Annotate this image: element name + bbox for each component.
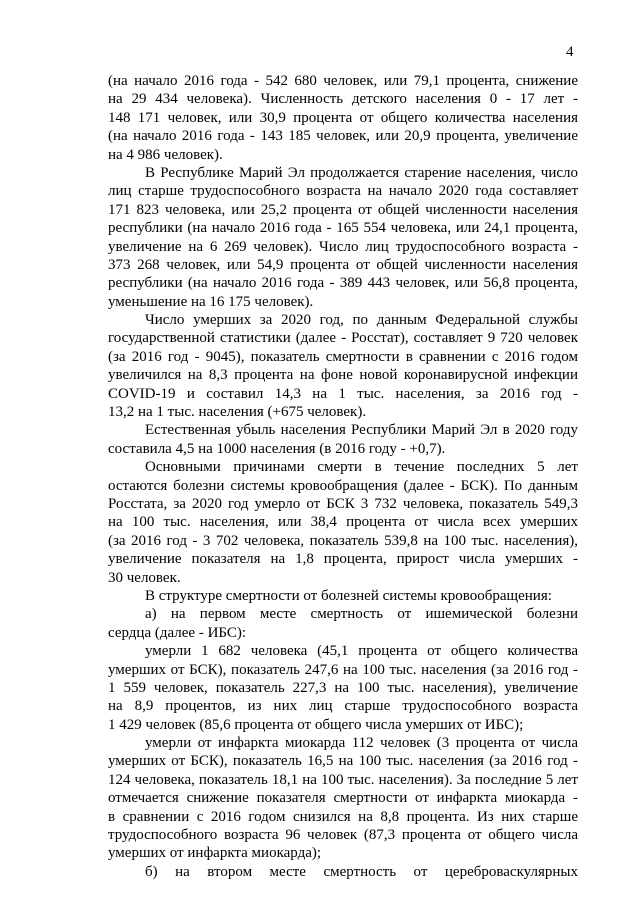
text-line: сердца (далее - ИБС): — [108, 624, 247, 641]
text-line: (за 2016 год - 3 702 человека, показатель 539,8 на 100 тыс. населения), — [108, 532, 578, 549]
text-line: (на начало 2016 года - 143 185 человек, или 20,9 процента, увеличение — [108, 128, 578, 145]
text-line: составила 4,5 на 1000 населения (в 2016 году - +0,7). — [108, 440, 446, 457]
text-line: 373 268 человек, или 54,9 процента от общей численности населения — [108, 256, 578, 273]
text-line: Росстата, за 2020 год умерло от БСК 3 732 человека, показатель 549,3 — [108, 495, 578, 512]
text-line: на 4 986 человек). — [108, 146, 223, 163]
text-line: отмечается снижение показателя смертности от инфаркта миокарда - — [108, 790, 578, 807]
text-line: а) на первом месте смертность от ишемической болезни — [145, 606, 578, 623]
body-text — [108, 72, 578, 881]
text-line: на 8,9 процентов, из них лиц старше трудоспособного возраста — [108, 698, 578, 715]
text-line: 1 429 человек (85,6 процента от общего числа умерших от ИБС); — [108, 716, 524, 733]
text-line: 124 человека, показатель 18,1 на 100 тыс. населения). За последние 5 лет — [108, 771, 578, 788]
text-line: умерли от инфаркта миокарда 112 человек (3 процента от числа — [145, 735, 578, 752]
text-line: республики (на начало 2016 года - 389 443 человек, или 56,8 процента, — [108, 275, 578, 292]
text-line: в сравнении с 2016 годом снизился на 8,8 процента. Из них старше — [108, 808, 578, 825]
text-line: (на начало 2016 года - 542 680 человек, или 79,1 процента, снижение — [108, 73, 578, 89]
text-line: трудоспособного возраста 96 человек (87,3 процента от общего числа — [108, 827, 578, 844]
text-line: уменьшение на 16 175 человек). — [108, 293, 314, 310]
text-line: лиц старше трудоспособного возраста на начало 2020 года составляет — [108, 183, 578, 200]
text-line: б) на втором месте смертность от цереброваскулярных — [145, 863, 578, 880]
text-line: COVID-19 и составил 14,3 на 1 тыс. населения, за 2016 год - — [108, 385, 578, 402]
text-line: 171 823 человека, или 25,2 процента от общей численности населения — [108, 201, 578, 218]
text-line: умерших от инфаркта миокарда); — [108, 845, 322, 862]
text-line: республики (на начало 2016 года - 165 554 человека, или 24,1 процента, — [108, 220, 578, 237]
text-line: Естественная убыль населения Республики Марий Эл в 2020 году — [145, 422, 578, 439]
text-line: 30 человек. — [108, 569, 181, 586]
text-line: умерших от БСК), показатель 16,5 на 100 тыс. населения (за 2016 год - — [108, 753, 578, 770]
text-line: умерли 1 682 человека (45,1 процента от общего количества — [145, 643, 578, 660]
text-line: остаются болезни системы кровообращения (далее - БСК). По данным — [108, 477, 578, 494]
text-line: умерших от БСК), показатель 247,6 на 100 тыс. населения (за 2016 год - — [108, 661, 578, 678]
text-line: государственной статистики (далее - Росстат), составляет 9 720 человек — [108, 330, 578, 347]
text-line: увеличился на 8,3 процента на фоне новой коронавирусной инфекции — [108, 367, 578, 384]
text-line: 13,2 на 1 тыс. населения (+675 человек). — [108, 404, 367, 421]
text-line: увеличение на 6 269 человек). Число лиц трудоспособного возраста - — [108, 238, 578, 255]
text-line: на 100 тыс. населения, или 38,4 процента от числа всех умерших — [108, 514, 578, 531]
text-line: (за 2016 год - 9045), показатель смертности в сравнении с 2016 годом — [108, 348, 578, 365]
text-line: 1 559 человек, показатель 227,3 на 100 тыс. населения), увеличение — [108, 679, 578, 696]
text-line: Основными причинами смерти в течение последних 5 лет — [145, 459, 578, 476]
text-line: на 29 434 человека). Численность детского населения 0 - 17 лет - — [108, 91, 578, 108]
text-line: В Республике Марий Эл продолжается старение населения, число — [145, 164, 578, 181]
text-line: увеличение показателя на 1,8 процента, прирост числа умерших - — [108, 551, 578, 568]
page-number: 4 — [566, 44, 574, 60]
text-line: Число умерших за 2020 год, по данным Федеральной службы — [145, 312, 578, 329]
text-line: В структуре смертности от болезней системы кровообращения: — [145, 587, 552, 604]
text-line: 148 171 человек, или 30,9 процента от общего количества населения — [108, 109, 578, 126]
